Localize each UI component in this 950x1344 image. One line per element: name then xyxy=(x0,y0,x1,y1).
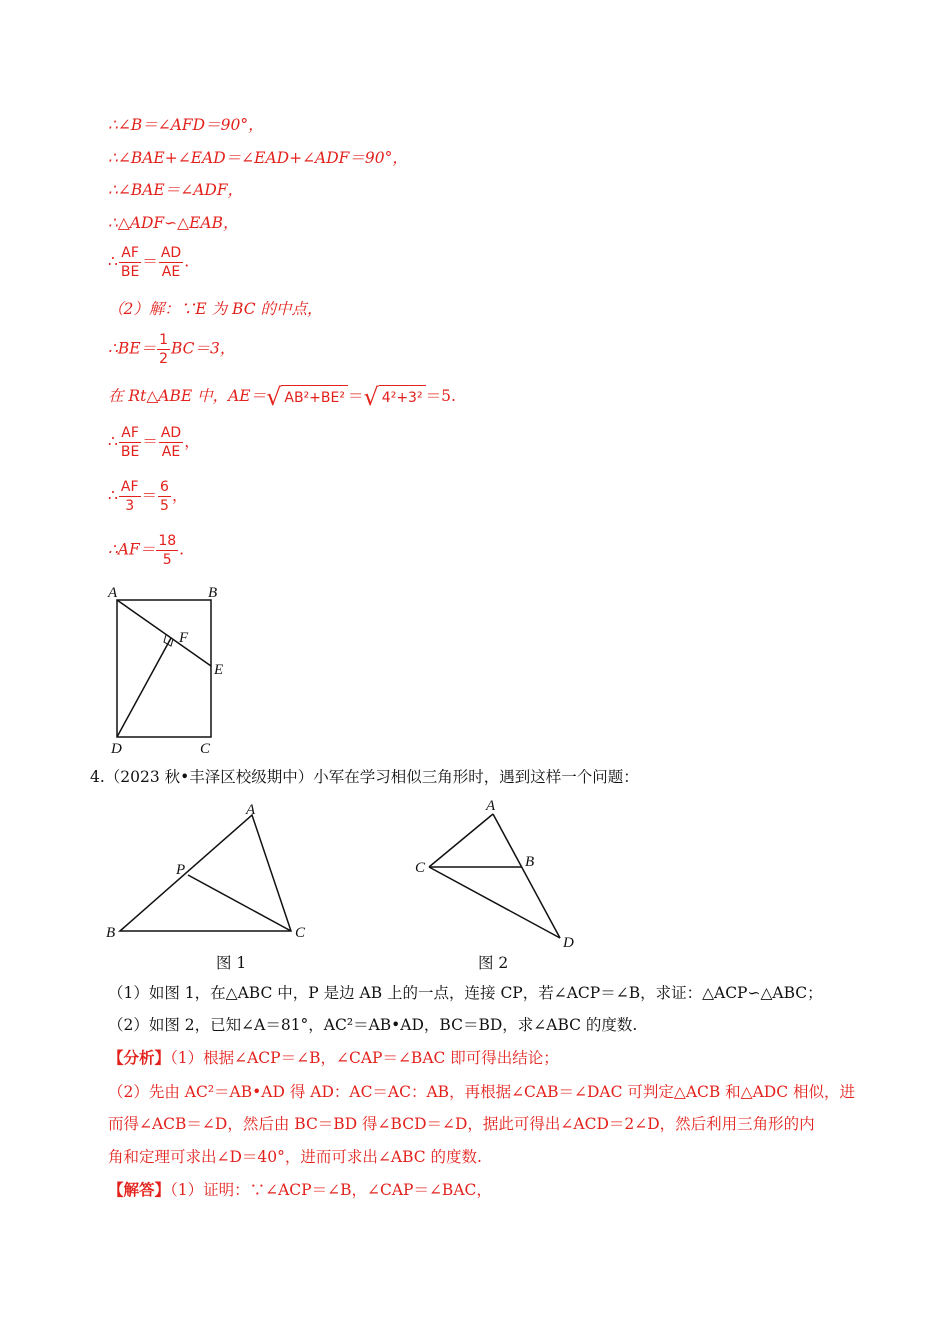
answer-line-1: 【解答】（1）证明：∵∠ACP＝∠B，∠CAP＝∠BAC， xyxy=(108,1180,492,1199)
question-1: （1）如图 1，在△ABC 中，P 是边 AB 上的一点，连接 CP，若∠ACP＝∠B，求证：△ACP∽△ABC； xyxy=(108,984,823,1002)
fraction-ad-ae: $\frac{AD}{AE}$ xyxy=(160,245,182,280)
fig1-label-p: P xyxy=(176,862,186,878)
analysis-line-1: 【分析】（1）根据∠ACP＝∠B，∠CAP＝∠BAC 即可得出结论； xyxy=(108,1048,559,1067)
fraction-half: $\frac{1}{2}$ xyxy=(159,332,168,367)
radical-sign: √ xyxy=(363,383,379,411)
proof-line-7: ∴BE＝ $\frac{1}{2}$ BC＝3， xyxy=(108,332,236,367)
fraction-6-5: $\frac{6}{5}$ xyxy=(160,479,169,514)
segment-df xyxy=(117,638,171,737)
triangle-abc xyxy=(120,815,291,931)
fraction-18-5: $\frac{18}{5}$ xyxy=(158,533,177,568)
proof-line-11: ∴AF＝ $\frac{18}{5}$ . xyxy=(108,533,185,568)
fraction-af-be: $\frac{AF}{BE}$ xyxy=(120,245,140,280)
figure-2 xyxy=(400,792,590,952)
label-a: A xyxy=(108,585,118,601)
analysis-line-2: （2）先由 AC²＝AB•AD 得 AD：AC＝AC：AB，再根据∠CAB＝∠DAC 可判定△ACB 和△ADC 相似，进 xyxy=(108,1083,856,1101)
proof-line-6: （2）解：∵E 为 BC 的中点， xyxy=(108,300,323,318)
label-d: D xyxy=(111,741,122,757)
rectangle-figure xyxy=(100,582,240,760)
proof-line-1: ∴∠B＝∠AFD＝90°， xyxy=(108,116,264,134)
label-c: C xyxy=(200,741,211,757)
analysis-line-3: 而得∠ACB＝∠D，然后由 BC＝BD 得∠BCD＝∠D，据此可得出∠ACD＝2∠D，然后利用三角形的内 xyxy=(108,1115,815,1133)
label-e: E xyxy=(214,662,224,678)
fig1-label-a: A xyxy=(246,802,256,818)
question-2: （2）如图 2，已知∠A＝81°，AC²＝AB•AD，BC＝BD，求∠ABC 的度数. xyxy=(108,1016,638,1034)
proof-line-9: ∴ $\frac{AF}{BE}$ ＝ $\frac{AD}{AE}$ ， xyxy=(108,425,200,460)
label-b: B xyxy=(208,585,218,601)
fig2-caption: 图 2 xyxy=(478,954,509,972)
proof-line-4: ∴△ADF∽△EAB， xyxy=(108,214,239,232)
rectangle-abcd xyxy=(117,600,211,737)
fig2-label-a: A xyxy=(486,798,496,814)
problem-title: 4.（2023 秋•丰泽区校级期中）小军在学习相似三角形时，遇到这样一个问题： xyxy=(90,768,639,786)
segment-ac xyxy=(429,814,493,867)
fig1-caption: 图 1 xyxy=(216,954,247,972)
figure-1 xyxy=(100,796,320,944)
sqrt-4-3: 4²+3² xyxy=(379,385,426,409)
fig2-label-d: D xyxy=(563,935,574,951)
fig2-label-c: C xyxy=(415,860,426,876)
fraction-af-be: $\frac{AF}{BE}$ xyxy=(120,425,140,460)
proof-line-5: ∴ $\frac{AF}{BE}$ ＝ $\frac{AD}{AE}$ . xyxy=(108,245,190,280)
fig1-label-c: C xyxy=(295,925,306,941)
fraction-ad-ae: $\frac{AD}{AE}$ xyxy=(160,425,182,460)
label-f: F xyxy=(179,630,189,646)
segment-ae xyxy=(117,600,211,666)
fig1-label-b: B xyxy=(106,925,116,941)
analysis-tag: 【分析】 xyxy=(108,1048,171,1067)
radical-sign: √ xyxy=(266,383,282,411)
fraction-af-3: $\frac{AF}{3}$ xyxy=(120,479,139,514)
analysis-line-4: 角和定理可求出∠D＝40°，进而可求出∠ABC 的度数. xyxy=(108,1148,482,1166)
proof-line-8: 在 Rt△ABE 中，AE＝√ AB²+BE² ＝√ 4²+3² ＝5. xyxy=(108,383,456,411)
proof-line-10: ∴ $\frac{AF}{3}$ ＝ $\frac{6}{5}$ ， xyxy=(108,479,188,514)
answer-tag: 【解答】 xyxy=(108,1180,171,1199)
fig2-label-b: B xyxy=(525,854,535,870)
proof-line-3: ∴∠BAE＝∠ADF， xyxy=(108,181,244,199)
proof-line-2: ∴∠BAE+∠EAD＝∠EAD+∠ADF＝90°， xyxy=(108,149,408,167)
sqrt-ab-be: AB²+BE² xyxy=(281,385,348,409)
